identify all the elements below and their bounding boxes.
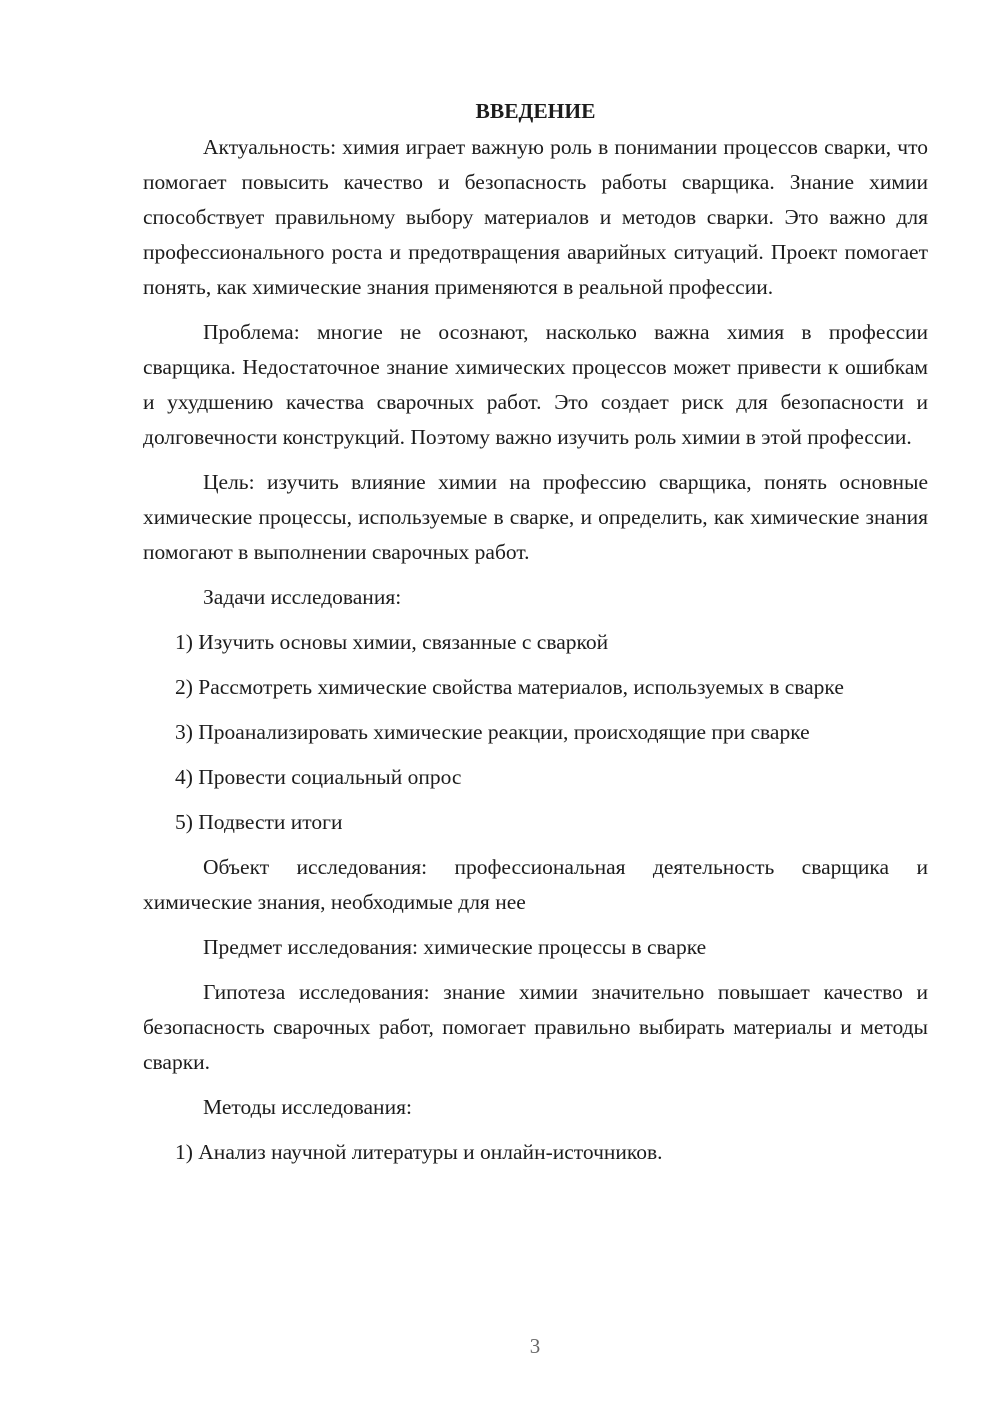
paragraph-object: Объект исследования: профессиональная деятельность сварщика и химические знания, необходимые для нее [143,855,928,914]
list-item-task-4: 4) Провести социальный опрос [175,765,462,789]
page-number: 3 [529,1334,541,1358]
paragraph-problem: Проблема: многие не осознают, насколько важна химия в профессии сварщика. Недостаточное знание химических процессов может привести к ошибкам и ухудшению качества сварочных работ. Это создает риск для безопасности и долговечности конструкций. Поэтому важно изучить роль химии в этой профессии. [143,320,928,449]
section-title: ВВЕДЕНИЕ [475,99,596,123]
list-item-task-1: 1) Изучить основы химии, связанные с сваркой [175,630,609,654]
paragraph-hypothesis: Гипотеза исследования: знание химии значительно повышает качество и безопасность сварочных работ, помогает правильно выбирать материалы и методы сварки. [143,980,928,1074]
paragraph-methods-heading: Методы исследования: [203,1095,412,1119]
paragraph-goal: Цель: изучить влияние химии на профессию сварщика, понять основные химические процессы, используемые в сварке, и определить, как химические знания помогают в выполнении сварочных работ. [143,470,928,564]
list-item-task-5: 5) Подвести итоги [175,810,343,834]
paragraph-tasks-heading: Задачи исследования: [203,585,402,609]
list-item-method-1: 1) Анализ научной литературы и онлайн-источников. [175,1140,663,1164]
paragraph-relevance: Актуальность: химия играет важную роль в понимании процессов сварки, что помогает повысить качество и безопасность работы сварщика. Знание химии способствует правильному выбору материалов и методов сварки. Это важно для профессионального роста и предотвращения аварийных ситуаций. Проект помогает понять, как химические знания применяются в реальной профессии. [143,135,928,299]
page-content [143,96,928,1180]
paragraph-subject: Предмет исследования: химические процессы в сварке [203,935,707,959]
list-item-task-3: 3) Проанализировать химические реакции, происходящие при сварке [175,720,810,744]
list-item-task-2: 2) Рассмотреть химические свойства материалов, используемых в сварке [175,675,844,699]
